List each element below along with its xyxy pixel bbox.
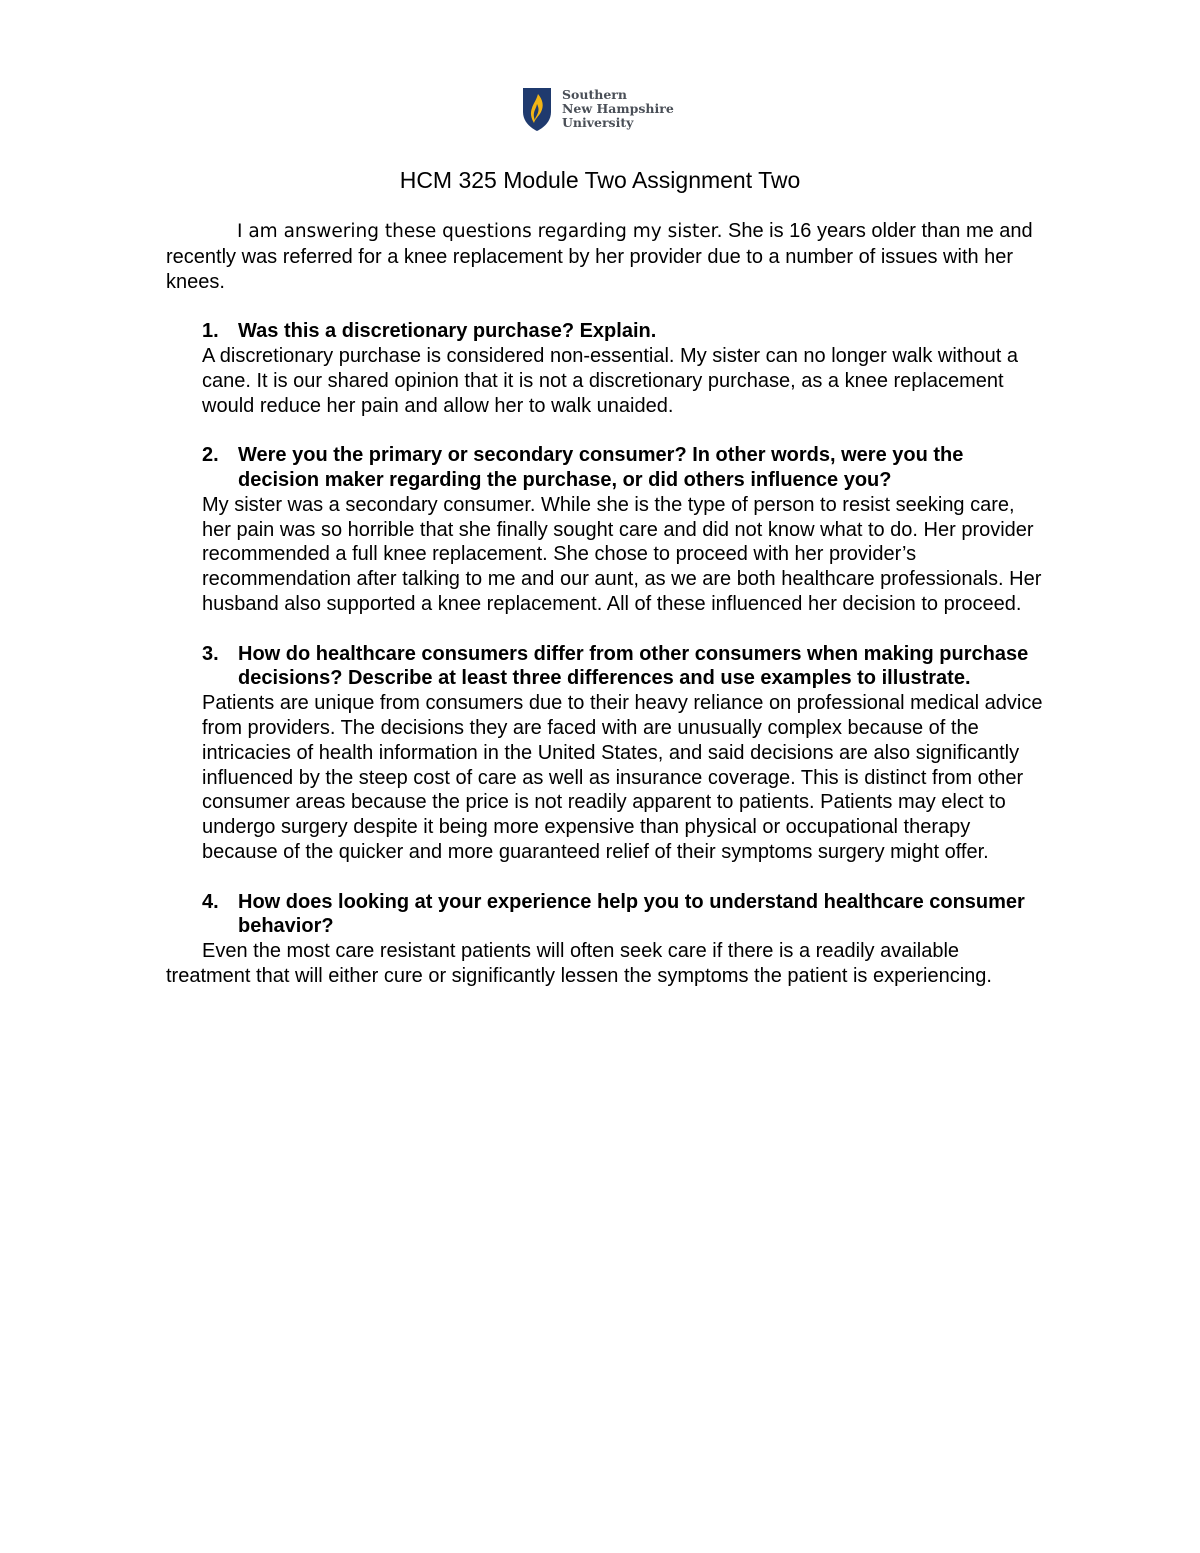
question-number: 1. (202, 320, 219, 343)
question-text: How does looking at your experience help you to understand healthcare consumer behavior? (238, 890, 1025, 938)
intro-paragraph (166, 219, 1046, 294)
question-block-1 (166, 319, 1046, 418)
intro-first-sentence: I am answering these questions regarding my sister. (237, 221, 723, 242)
logo-line-3: University (562, 115, 634, 130)
question-text: Was this a discretionary purchase? Explain. (238, 320, 657, 343)
question-text: How do healthcare consumers differ from other consumers when making purchase decisions? Describe at least three differences and use examples to illustrate. (238, 642, 1029, 690)
question-block-3 (166, 642, 1046, 865)
document-body (166, 219, 1046, 989)
shield-flame-icon (521, 86, 553, 132)
question-block-4 (166, 890, 1046, 989)
logo-line-1: Southern (562, 87, 627, 102)
university-logo (521, 84, 691, 134)
question-3 (202, 642, 1046, 692)
logo-line-2: New Hampshire (562, 101, 674, 116)
answer-3: Patients are unique from consumers due to their heavy reliance on professional medical advice from providers. The decisions they are faced with are unusually complex because of the intricacies of health information in the United States, and said decisions are also significantly influenced by the steep cost of care as well as insurance coverage. This is distinct from other consumer areas because the price is not readily apparent to patients. Patients may elect to undergo surgery despite it being more expensive than physical or occupational therapy because of the quicker and more guaranteed relief of their symptoms surgery might offer. (202, 692, 1043, 863)
question-number: 3. (202, 642, 219, 665)
question-number: 2. (202, 444, 219, 467)
question-2 (202, 443, 1046, 493)
question-text: Were you the primary or secondary consumer? In other words, were you the decision maker regarding the purchase, or did others influence you? (238, 444, 964, 491)
question-4 (202, 890, 1046, 940)
answer-2: My sister was a secondary consumer. While she is the type of person to resist seeking care, her pain was so horrible that she finally sought care and did not know what to do. Her provider recommended a full knee replacement. She chose to proceed with her provider’s recommendation after talking to me and our aunt, as we are both healthcare professionals. Her husband also supported a knee replacement. All of these influenced her decision to proceed. (202, 493, 1042, 615)
question-block-2 (166, 443, 1046, 617)
question-1 (202, 319, 1046, 344)
question-number: 4. (202, 890, 219, 913)
logo-wordmark (562, 88, 674, 130)
answer-4: Even the most care resistant patients will often seek care if there is a readily available treatment that will either cure or significantly lessen the symptoms the patient is experiencing. (166, 940, 992, 987)
answer-1: A discretionary purchase is considered non-essential. My sister can no longer walk without a cane. It is our shared opinion that it is not a discretionary purchase, as a knee replacement would reduce her pain and allow her to walk unaided. (202, 344, 1018, 417)
page-title: HCM 325 Module Two Assignment Two (399, 167, 801, 193)
intro-rest: She is 16 years older than me and recently was referred for a knee replacement by her provider due to a number of issues with her knees. (166, 220, 1033, 293)
